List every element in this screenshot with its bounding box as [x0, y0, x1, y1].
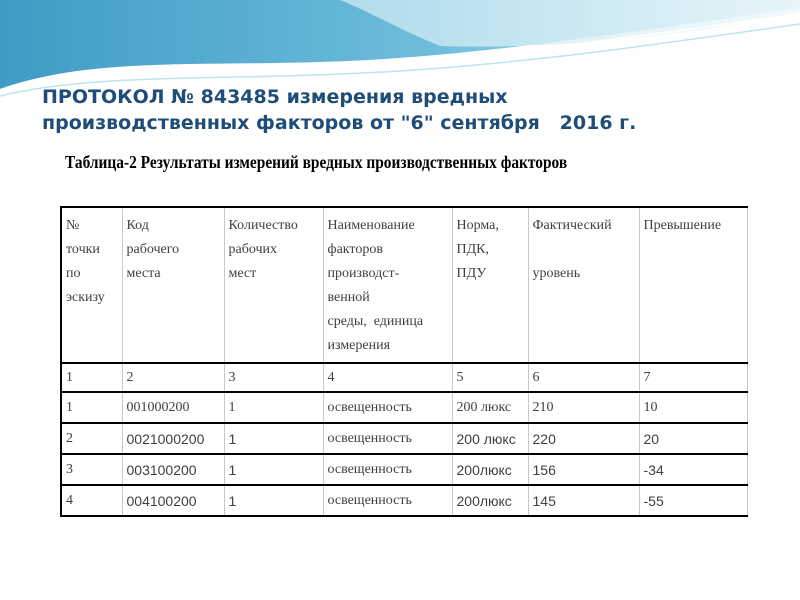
cell-factor-name: освещенность — [323, 454, 452, 485]
results-table — [60, 206, 748, 517]
cell-norm: 200люкс — [452, 485, 528, 516]
cell-actual-level: 145 — [528, 485, 639, 516]
cell-actual-level: 220 — [528, 423, 639, 454]
cell-excess: 10 — [639, 392, 747, 423]
column-number: 3 — [224, 363, 323, 392]
cell-excess: 20 — [639, 423, 747, 454]
cell-workplace-count: 1 — [224, 392, 323, 423]
header-workplace-count: Количество рабочих мест — [224, 207, 323, 363]
cell-workplace-code: 0021000200 — [122, 423, 224, 454]
cell-workplace-count: 1 — [224, 485, 323, 516]
table-row — [61, 485, 747, 516]
cell-norm: 200 люкс — [452, 423, 528, 454]
cell-workplace-code: 001000200 — [122, 392, 224, 423]
cell-point-number: 2 — [61, 423, 122, 454]
cell-workplace-count: 1 — [224, 423, 323, 454]
table-row — [61, 454, 747, 485]
cell-factor-name: освещенность — [323, 423, 452, 454]
cell-factor-name: освещенность — [323, 485, 452, 516]
cell-point-number: 1 — [61, 392, 122, 423]
column-number: 2 — [122, 363, 224, 392]
cell-workplace-count: 1 — [224, 454, 323, 485]
protocol-title-line1: ПРОТОКОЛ № 843485 измерения вредных — [42, 86, 508, 108]
column-number: 6 — [528, 363, 639, 392]
table-row — [61, 392, 747, 423]
cell-point-number: 3 — [61, 454, 122, 485]
header-norm: Норма, ПДК, ПДУ — [452, 207, 528, 363]
cell-factor-name: освещенность — [323, 392, 452, 423]
header-workplace-code: Код рабочего места — [122, 207, 224, 363]
header-row — [61, 207, 747, 363]
table-caption: Таблица-2 Результаты измерений вредных производственных факторов — [65, 152, 568, 172]
cell-norm: 200 люкс — [452, 392, 528, 423]
cell-actual-level: 210 — [528, 392, 639, 423]
header-factor-name: Наименование факторов производст- венной среды, единица измерения — [323, 207, 452, 363]
column-number: 7 — [639, 363, 747, 392]
header-actual-level: Фактический уровень — [528, 207, 639, 363]
header-excess: Превышение — [639, 207, 747, 363]
cell-norm: 200люкс — [452, 454, 528, 485]
cell-workplace-code: 003100200 — [122, 454, 224, 485]
column-number-row — [61, 363, 747, 392]
cell-excess: -55 — [639, 485, 747, 516]
cell-point-number: 4 — [61, 485, 122, 516]
header-point-number: № точки по эскизу — [61, 207, 122, 363]
column-number: 4 — [323, 363, 452, 392]
column-number: 1 — [61, 363, 122, 392]
protocol-title-line2: производственных факторов от "6" сентября 2016 г. — [42, 112, 637, 134]
cell-workplace-code: 004100200 — [122, 485, 224, 516]
column-number: 5 — [452, 363, 528, 392]
protocol-title — [42, 84, 782, 136]
cell-excess: -34 — [639, 454, 747, 485]
cell-actual-level: 156 — [528, 454, 639, 485]
table-row — [61, 423, 747, 454]
